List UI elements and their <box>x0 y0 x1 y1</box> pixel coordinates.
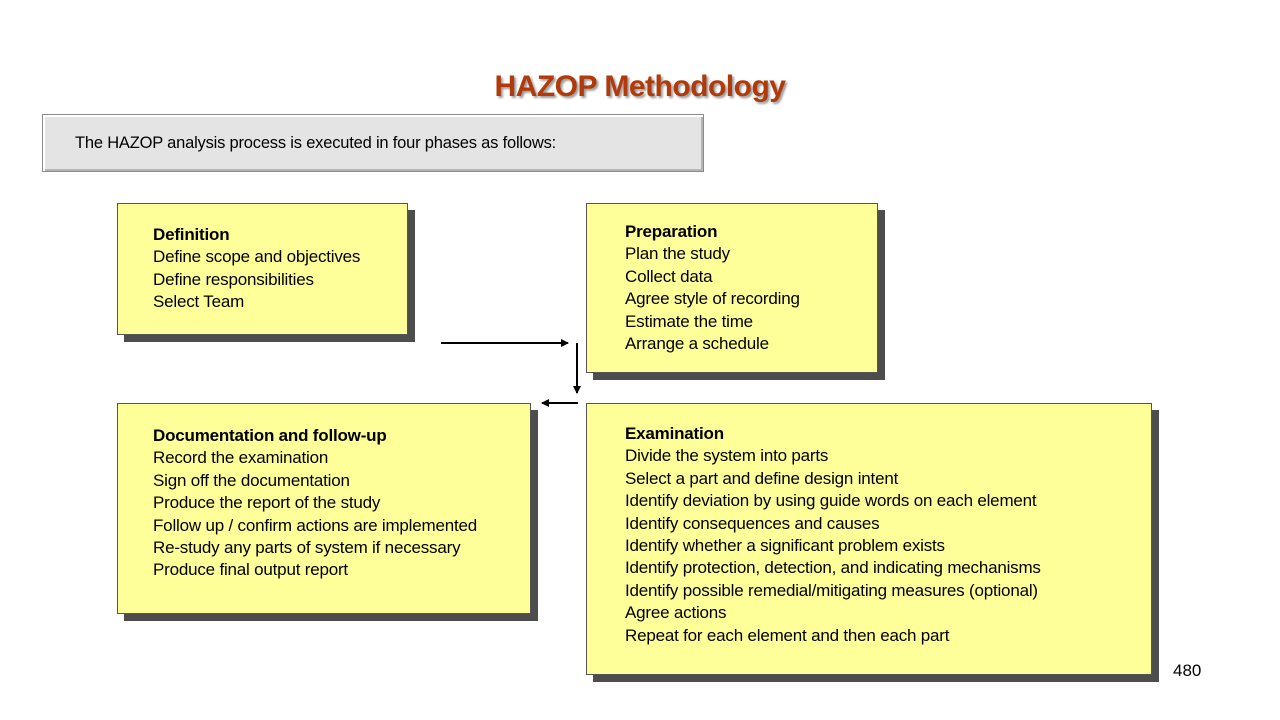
phase-item: Select Team <box>153 292 245 312</box>
phase-item: Identify possible remedial/mitigating measures (optional) <box>625 580 1038 600</box>
phase-heading: Examination <box>625 424 724 443</box>
phase-item: Define responsibilities <box>153 269 314 289</box>
slide-title: HAZOP Methodology <box>494 70 786 103</box>
phase-item: Agree actions <box>625 603 727 623</box>
phase-item: Produce final output report <box>153 560 348 580</box>
phase-item: Record the examination <box>153 448 329 468</box>
intro-text: The HAZOP analysis process is executed in four phases as follows: <box>75 134 557 152</box>
phase-item: Define scope and objectives <box>153 247 361 267</box>
phase-item: Identify deviation by using guide words on each element <box>625 491 1037 511</box>
phase-item: Estimate the time <box>625 311 753 331</box>
phase-item: Re-study any parts of system if necessary <box>153 538 461 558</box>
phase-item: Identify protection, detection, and indicating mechanisms <box>625 558 1041 578</box>
phase-item: Divide the system into parts <box>625 446 829 466</box>
phase-heading: Documentation and follow-up <box>153 426 387 445</box>
phase-item: Plan the study <box>625 244 730 264</box>
phase-item: Arrange a schedule <box>625 334 769 354</box>
phase-item: Identify consequences and causes <box>625 513 880 533</box>
phase-item: Identify whether a significant problem exists <box>625 536 945 556</box>
phase-item: Agree style of recording <box>625 289 800 309</box>
phase-heading: Definition <box>153 225 230 244</box>
phase-item: Produce the report of the study <box>153 493 381 513</box>
phase-heading: Preparation <box>625 222 718 241</box>
phase-item: Follow up / confirm actions are implemented <box>153 515 477 535</box>
phase-item: Collect data <box>625 266 713 286</box>
phase-item: Select a part and define design intent <box>625 468 899 488</box>
page-number: 480 <box>1173 661 1202 680</box>
phase-item: Repeat for each element and then each part <box>625 625 950 645</box>
phase-item: Sign off the documentation <box>153 470 350 490</box>
